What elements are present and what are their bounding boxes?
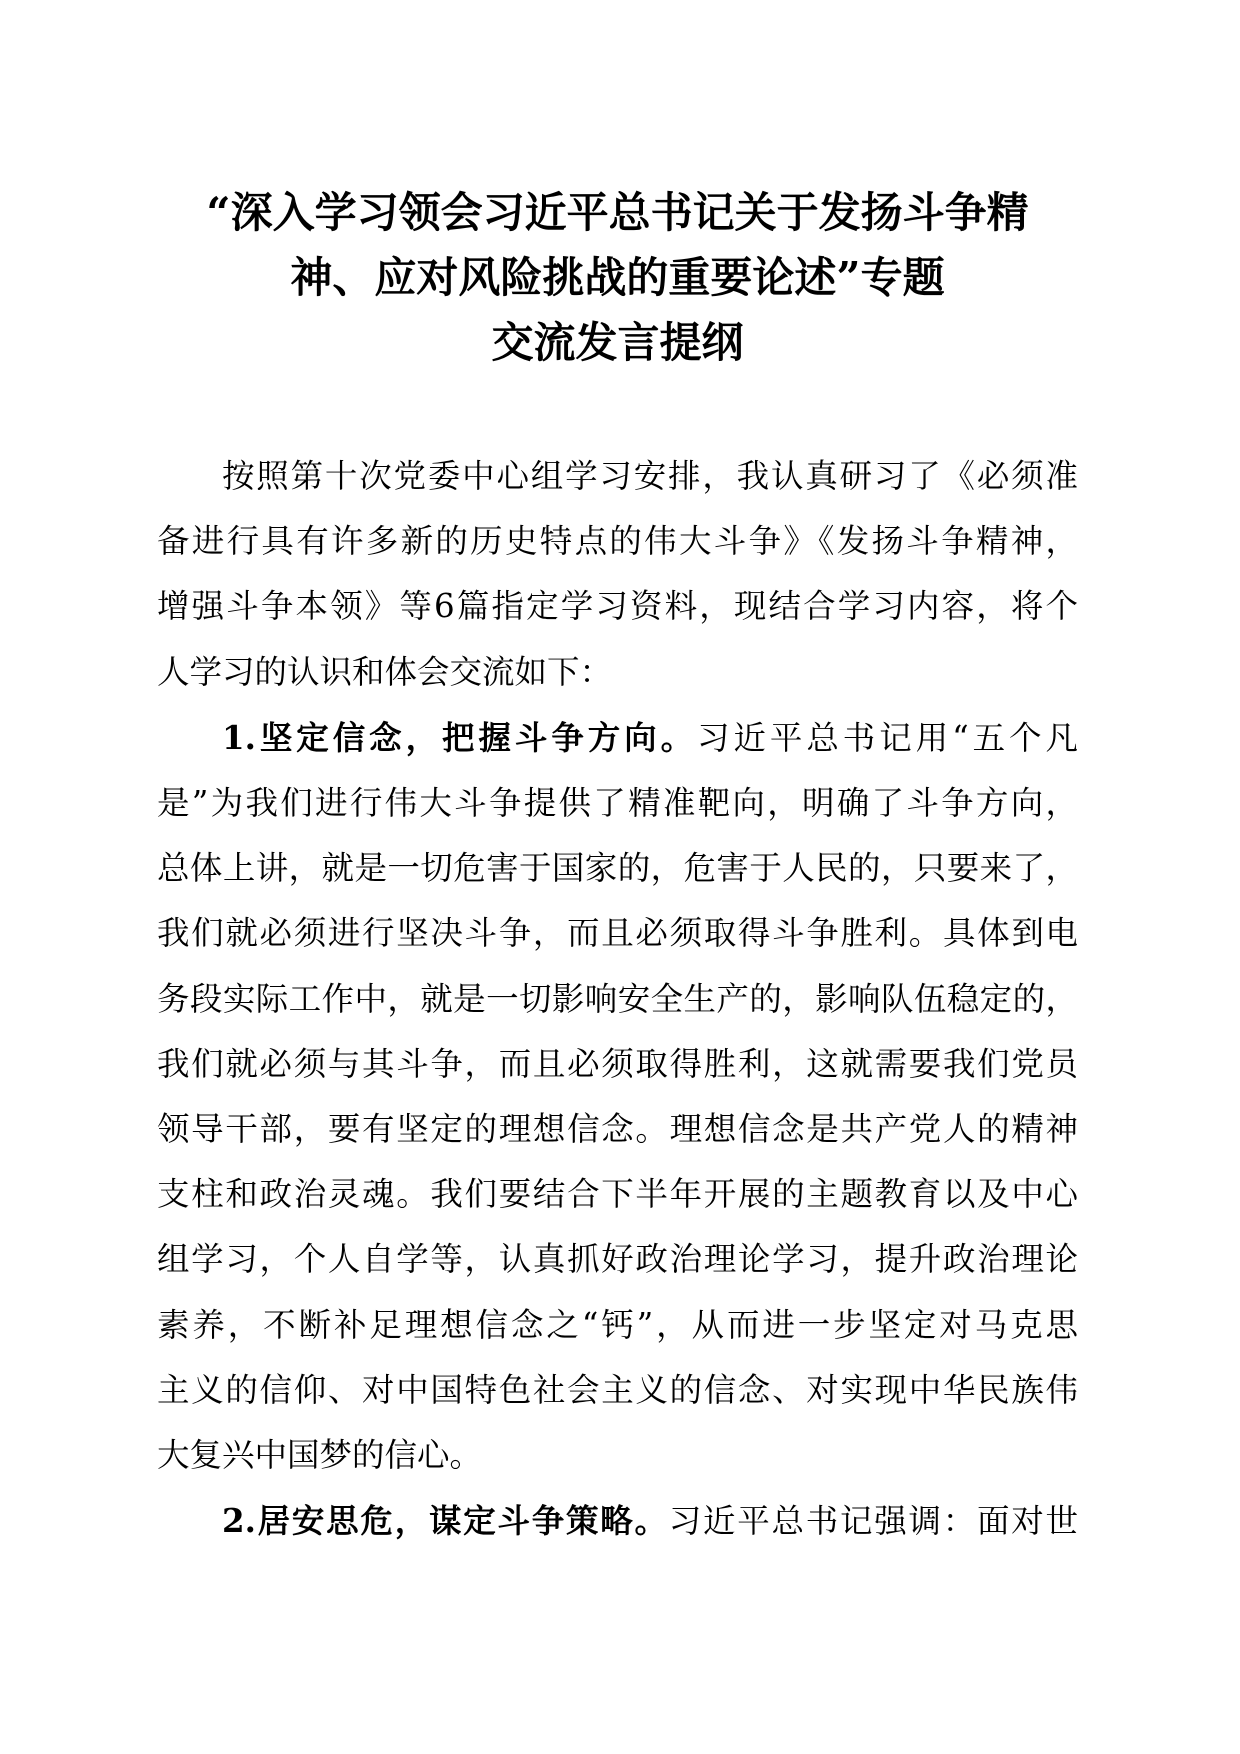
section-heading-2: 2.居安思危，谋定斗争策略。 bbox=[222, 1501, 669, 1541]
paragraph-line: 总体上讲，就是一切危害于国家的，危害于人民的，只要来了， bbox=[157, 849, 1078, 888]
paragraph-text: 习近平总书记用“五个凡 bbox=[697, 718, 1078, 757]
paragraph-line: 大复兴中国梦的信心。 bbox=[157, 1436, 483, 1475]
paragraph-line: 务段实际工作中，就是一切影响安全生产的，影响队伍稳定的， bbox=[157, 979, 1078, 1018]
paragraph-line: 按照第十次党委中心组学习安排，我认真研习了《必须准 bbox=[222, 457, 1078, 495]
title-line-2: 神、应对风险挑战的重要论述”专题 bbox=[290, 253, 945, 302]
paragraph-line: 人学习的认识和体会交流如下： bbox=[157, 652, 613, 691]
section-heading-1: 1.坚定信念，把握斗争方向。 bbox=[222, 717, 698, 757]
paragraph-intro bbox=[157, 444, 1078, 705]
paragraph-line: 主义的信仰、对中国特色社会主义的信念、对实现中华民族伟 bbox=[157, 1370, 1078, 1409]
body-text bbox=[157, 444, 1078, 1554]
title-line-1: “深入学习领会习近平总书记关于发扬斗争精 bbox=[206, 188, 1029, 237]
paragraph-section-1 bbox=[157, 705, 1078, 1488]
paragraph-line: 领导干部，要有坚定的理想信念。理想信念是共产党人的精神 bbox=[157, 1110, 1078, 1149]
paragraph-line: 增强斗争本领》等6篇指定学习资料，现结合学习内容，将个 bbox=[157, 587, 1078, 626]
paragraph-line bbox=[157, 1488, 1078, 1554]
paragraph-line: 组学习，个人自学等，认真抓好政治理论学习，提升政治理论 bbox=[157, 1240, 1078, 1279]
paragraph-text: 习近平总书记强调：面对世 bbox=[668, 1502, 1078, 1541]
paragraph-line: 素养，不断补足理想信念之“钙”，从而进一步坚定对马克思 bbox=[157, 1305, 1078, 1344]
paragraph-section-2 bbox=[157, 1488, 1078, 1554]
paragraph-line: 我们就必须与其斗争，而且必须取得胜利，这就需要我们党员 bbox=[157, 1044, 1078, 1083]
paragraph-line bbox=[157, 705, 1078, 771]
title-line-3: 交流发言提纲 bbox=[491, 318, 744, 367]
paragraph-line: 是”为我们进行伟大斗争提供了精准靶向，明确了斗争方向， bbox=[157, 784, 1078, 823]
paragraph-line: 我们就必须进行坚决斗争，而且必须取得斗争胜利。具体到电 bbox=[157, 914, 1078, 953]
document-title bbox=[157, 180, 1078, 375]
paragraph-line: 备进行具有许多新的历史特点的伟大斗争》《发扬斗争精神， bbox=[157, 522, 1078, 561]
paragraph-line: 支柱和政治灵魂。我们要结合下半年开展的主题教育以及中心 bbox=[157, 1175, 1078, 1214]
